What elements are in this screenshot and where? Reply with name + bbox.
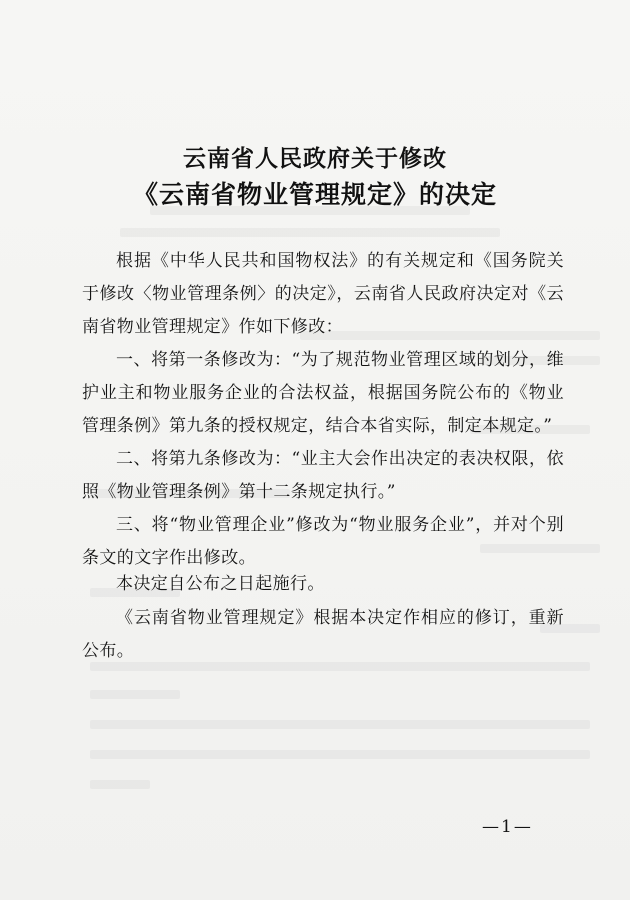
paragraph-amendment-1: 一、将第一条修改为：“为了规范物业管理区域的划分，维护业主和物业服务企业的合法权益，根据国务院公布的《物业管理条例》第九条的授权规定，结合本省实际，制定本规定。” — [82, 350, 564, 436]
paragraph-amendment-3: 三、将“物业管理企业”修改为“物业服务企业”，并对个别条文的文字作出修改。 — [82, 515, 564, 568]
paragraph-preamble: 根据《中华人民共和国物权法》的有关规定和《国务院关于修改〈物业管理条例〉的决定》，云南省人民政府决定对《云南省物业管理规定》作如下修改： — [82, 251, 564, 337]
document-title-line-2: 《云南省物业管理规定》的决定 — [132, 180, 497, 209]
page-number: —1— — [482, 817, 533, 837]
paragraph-effective-date: 本决定自公布之日起施行。 — [116, 574, 325, 594]
paragraph-amendment-2: 二、将第九条修改为：“业主大会作出决定的表决权限，依照《物业管理条例》第十二条规定执行。” — [82, 449, 564, 502]
paragraph-republication: 《云南省物业管理规定》根据本决定作相应的修订，重新公布。 — [82, 608, 564, 661]
document-title-line-1: 云南省人民政府关于修改 — [183, 145, 447, 172]
